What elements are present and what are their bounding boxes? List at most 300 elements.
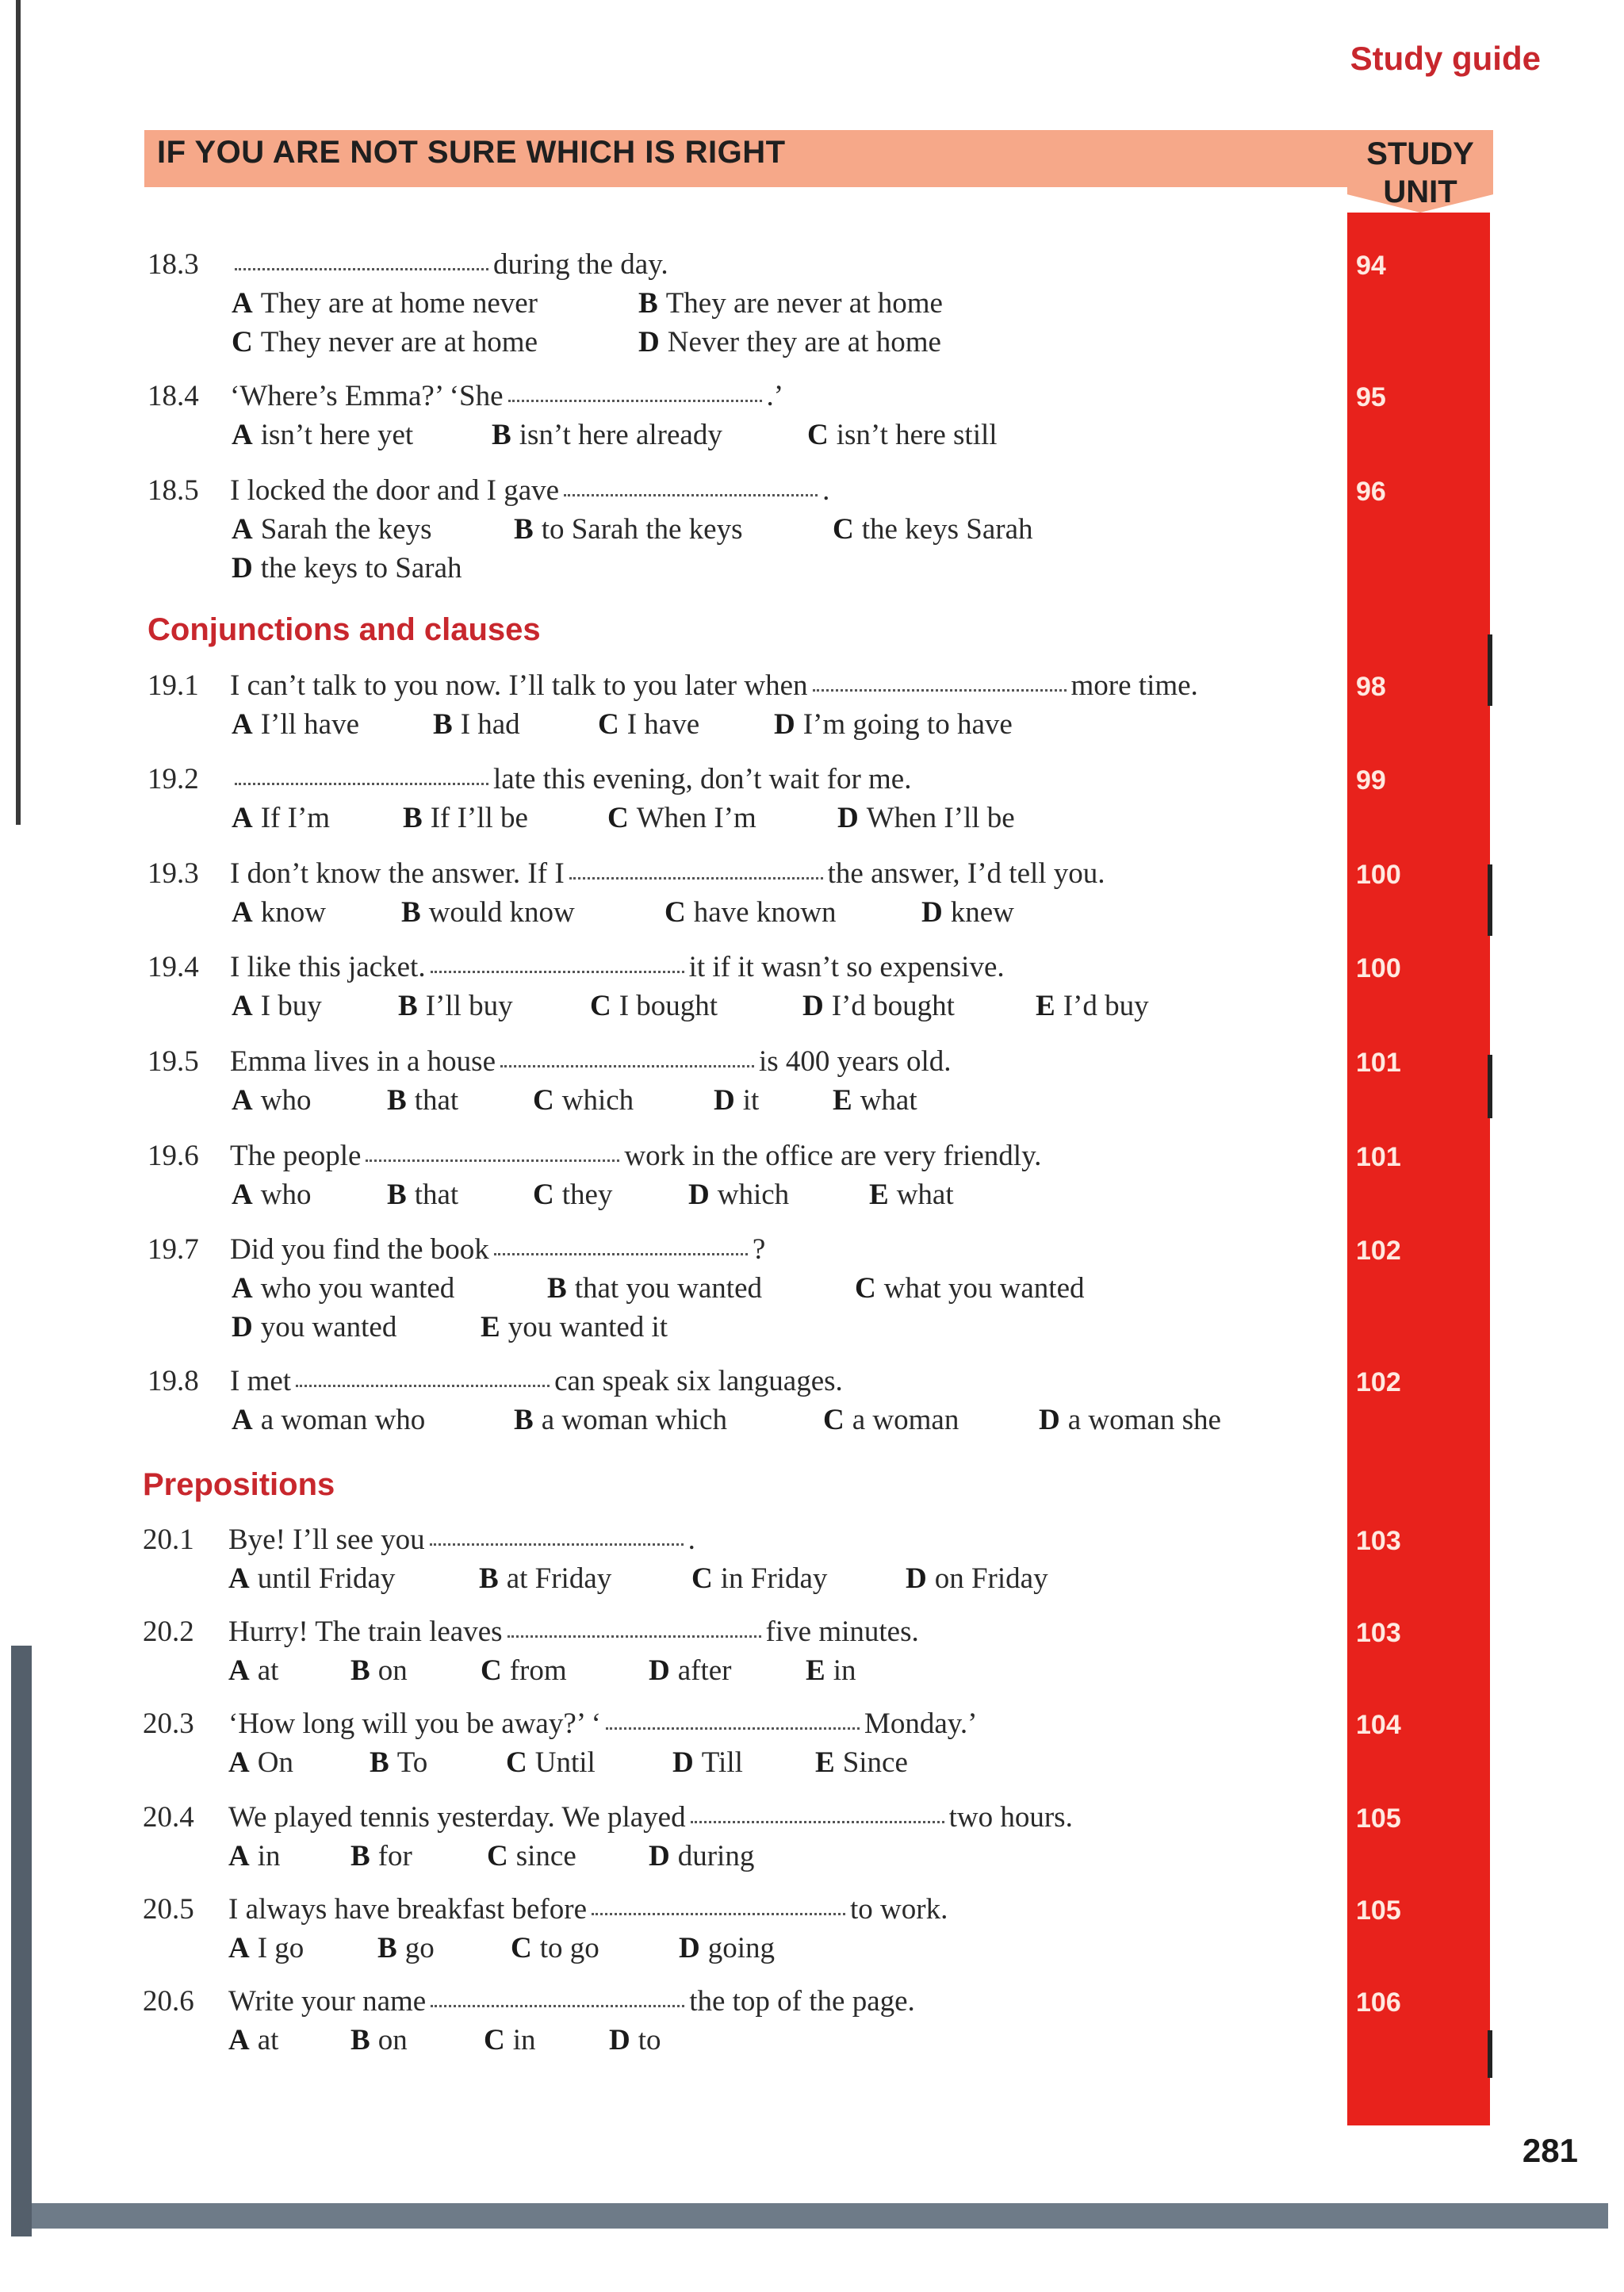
option-text: it bbox=[742, 1084, 760, 1117]
edge-mark bbox=[1488, 1055, 1492, 1118]
question-number: 20.2 bbox=[143, 1616, 194, 1648]
question-text-after: can speak six languages. bbox=[554, 1365, 843, 1397]
answer-option-b[interactable] bbox=[403, 801, 528, 835]
option-text: have known bbox=[693, 896, 837, 929]
option-text: a woman bbox=[852, 1404, 959, 1436]
question-text-after: the top of the page. bbox=[689, 1985, 915, 2018]
answer-option-c[interactable] bbox=[484, 2023, 536, 2057]
question-text-after: during the day. bbox=[493, 248, 668, 281]
option-letter: D bbox=[232, 552, 253, 584]
option-text: They never are at home bbox=[260, 326, 538, 358]
edge-mark bbox=[1488, 2030, 1492, 2078]
answer-option-d[interactable] bbox=[921, 895, 1014, 929]
option-text: at bbox=[257, 2024, 279, 2056]
option-letter: C bbox=[481, 1654, 502, 1687]
question-text bbox=[228, 1615, 919, 1649]
answer-option-b[interactable] bbox=[370, 1746, 427, 1780]
option-text: in bbox=[512, 2024, 536, 2056]
option-text: to bbox=[638, 2024, 661, 2056]
answer-option-e[interactable] bbox=[815, 1746, 908, 1780]
answer-option-a[interactable] bbox=[228, 2023, 278, 2057]
option-letter: C bbox=[598, 708, 619, 741]
option-letter: C bbox=[487, 1840, 508, 1872]
answer-blank[interactable] bbox=[235, 266, 488, 270]
question-text bbox=[230, 669, 1198, 703]
option-letter: C bbox=[823, 1404, 845, 1436]
question-text-before: Hurry! The train leaves bbox=[228, 1616, 503, 1648]
option-letter: D bbox=[679, 1932, 700, 1964]
answer-option-c[interactable] bbox=[481, 1654, 567, 1688]
option-text: On bbox=[257, 1746, 293, 1779]
option-letter: D bbox=[638, 326, 660, 358]
option-text: I had bbox=[460, 708, 520, 741]
answer-option-c[interactable] bbox=[590, 989, 718, 1023]
answer-option-b[interactable] bbox=[433, 707, 520, 742]
option-letter: A bbox=[232, 708, 253, 741]
question-text-after: Monday.’ bbox=[864, 1708, 978, 1740]
section-conjunctions: Conjunctions and clauses bbox=[147, 612, 541, 647]
answer-option-d[interactable] bbox=[649, 1839, 754, 1873]
option-letter: A bbox=[232, 1179, 253, 1211]
option-letter: D bbox=[688, 1179, 710, 1211]
question-number: 19.7 bbox=[147, 1233, 199, 1266]
answer-option-c[interactable] bbox=[833, 512, 1033, 546]
question-number: 20.3 bbox=[143, 1708, 194, 1740]
option-letter: C bbox=[484, 2024, 505, 2056]
option-text: at bbox=[257, 1654, 279, 1687]
answer-option-a[interactable] bbox=[232, 1178, 311, 1212]
answer-option-d[interactable] bbox=[232, 1310, 396, 1344]
option-text: Since bbox=[842, 1746, 908, 1779]
option-text: to Sarah the keys bbox=[541, 513, 743, 546]
study-unit-number: 105 bbox=[1356, 1803, 1401, 1834]
option-letter: D bbox=[906, 1562, 927, 1595]
option-letter: D bbox=[672, 1746, 694, 1779]
question-text-before: I met bbox=[230, 1365, 292, 1397]
option-text: Never they are at home bbox=[667, 326, 941, 358]
question-number: 19.5 bbox=[147, 1045, 199, 1078]
option-text: you wanted bbox=[260, 1311, 397, 1343]
option-letter: C bbox=[232, 326, 253, 358]
answer-option-b[interactable] bbox=[638, 286, 943, 320]
option-text: on bbox=[377, 2024, 408, 2056]
question-number: 18.5 bbox=[147, 474, 199, 507]
question-number: 19.3 bbox=[147, 857, 199, 890]
answer-blank[interactable] bbox=[592, 1911, 845, 1915]
option-text: to go bbox=[539, 1932, 599, 1964]
option-text: the keys Sarah bbox=[861, 513, 1033, 546]
option-text: They are never at home bbox=[665, 287, 943, 320]
answer-option-c[interactable] bbox=[232, 325, 538, 359]
question-text-before: I can’t talk to you now. I’ll talk to you later when bbox=[230, 669, 808, 702]
answer-option-b[interactable] bbox=[514, 1403, 727, 1437]
question-text-before: ‘How long will you be away?’ ‘ bbox=[228, 1708, 601, 1740]
answer-option-a[interactable] bbox=[228, 1839, 281, 1873]
question-text-before: Did you find the book bbox=[230, 1233, 489, 1266]
option-letter: A bbox=[232, 1084, 253, 1117]
option-letter: B bbox=[377, 1932, 397, 1964]
answer-option-a[interactable] bbox=[232, 989, 322, 1023]
question-text-after: .’ bbox=[766, 380, 784, 412]
answer-option-a[interactable] bbox=[232, 801, 330, 835]
option-letter: D bbox=[609, 2024, 630, 2056]
option-text: on Friday bbox=[934, 1562, 1048, 1595]
option-text: would know bbox=[428, 896, 575, 929]
answer-option-c[interactable] bbox=[807, 418, 998, 452]
answer-option-e[interactable] bbox=[806, 1654, 856, 1688]
answer-option-b[interactable] bbox=[350, 1839, 412, 1873]
option-text: in bbox=[257, 1840, 281, 1872]
page-number: 281 bbox=[1522, 2132, 1578, 2169]
option-letter: A bbox=[232, 1404, 253, 1436]
answer-option-b[interactable] bbox=[547, 1271, 762, 1305]
option-letter: E bbox=[481, 1311, 500, 1343]
question-text-after: . bbox=[822, 474, 830, 507]
answer-option-a[interactable] bbox=[228, 1746, 293, 1780]
answer-blank[interactable] bbox=[500, 1064, 754, 1067]
option-letter: D bbox=[649, 1840, 670, 1872]
edge-mark bbox=[1488, 864, 1492, 936]
option-letter: A bbox=[228, 1932, 250, 1964]
option-letter: D bbox=[774, 708, 795, 741]
option-letter: A bbox=[232, 513, 253, 546]
study-unit-number: 95 bbox=[1356, 382, 1386, 412]
answer-option-c[interactable] bbox=[691, 1562, 827, 1596]
option-text: isn’t here still bbox=[836, 419, 998, 451]
question-text-before: I always have breakfast before bbox=[228, 1893, 587, 1926]
answer-option-e[interactable] bbox=[481, 1310, 668, 1344]
answer-option-d[interactable] bbox=[232, 551, 462, 585]
answer-option-a[interactable] bbox=[232, 286, 538, 320]
answer-option-d[interactable] bbox=[679, 1931, 775, 1965]
study-unit-number: 105 bbox=[1356, 1895, 1401, 1926]
option-letter: C bbox=[533, 1179, 554, 1211]
answer-option-b[interactable] bbox=[387, 1083, 458, 1117]
question-text-after: two hours. bbox=[948, 1801, 1073, 1834]
question-text-before: Bye! I’ll see you bbox=[228, 1524, 425, 1556]
question-text-before: The people bbox=[230, 1140, 362, 1172]
option-text: who you wanted bbox=[260, 1272, 455, 1305]
option-text: I’d buy bbox=[1063, 990, 1149, 1022]
option-letter: B bbox=[479, 1562, 499, 1595]
question-text-after: is 400 years old. bbox=[759, 1045, 952, 1078]
question-number: 19.8 bbox=[147, 1365, 199, 1397]
answer-option-a[interactable] bbox=[232, 1083, 311, 1117]
option-letter: A bbox=[232, 419, 253, 451]
option-text: during bbox=[677, 1840, 755, 1872]
question-number: 19.2 bbox=[147, 763, 199, 795]
edge-mark bbox=[1488, 634, 1492, 706]
answer-option-a[interactable] bbox=[232, 707, 359, 742]
option-letter: D bbox=[1039, 1404, 1060, 1436]
option-text: in bbox=[833, 1654, 856, 1687]
option-letter: B bbox=[433, 708, 453, 741]
option-letter: D bbox=[921, 896, 943, 929]
study-unit-number: 101 bbox=[1356, 1048, 1401, 1078]
option-letter: B bbox=[387, 1179, 407, 1211]
question-text bbox=[230, 247, 668, 282]
answer-option-c[interactable] bbox=[511, 1931, 599, 1965]
answer-option-d[interactable] bbox=[688, 1178, 789, 1212]
question-text bbox=[228, 1892, 948, 1926]
option-text: isn’t here already bbox=[519, 419, 722, 451]
answer-option-a[interactable] bbox=[232, 895, 326, 929]
option-letter: A bbox=[232, 802, 253, 834]
section-prepositions: Prepositions bbox=[143, 1467, 335, 1502]
answer-option-c[interactable] bbox=[665, 895, 837, 929]
page-edge-bottom bbox=[32, 2203, 1608, 2229]
option-letter: C bbox=[511, 1932, 532, 1964]
answer-blank[interactable] bbox=[430, 1542, 684, 1546]
option-text: a woman which bbox=[541, 1404, 727, 1436]
question-text bbox=[230, 857, 1105, 891]
option-letter: C bbox=[590, 990, 611, 1022]
answer-option-b[interactable] bbox=[350, 2023, 408, 2057]
answer-option-a[interactable] bbox=[232, 512, 432, 546]
option-text: To bbox=[396, 1746, 428, 1779]
option-text: after bbox=[677, 1654, 732, 1687]
option-text: what bbox=[896, 1179, 954, 1211]
option-text: I’ll buy bbox=[425, 990, 513, 1022]
question-text-after: ? bbox=[752, 1233, 766, 1266]
answer-option-b[interactable] bbox=[492, 418, 722, 452]
option-text: since bbox=[515, 1840, 576, 1872]
page-edge-left bbox=[16, 0, 21, 825]
answer-option-e[interactable] bbox=[869, 1178, 954, 1212]
answer-blank[interactable] bbox=[813, 688, 1067, 692]
answer-option-d[interactable] bbox=[714, 1083, 759, 1117]
answer-option-c[interactable] bbox=[607, 801, 756, 835]
option-letter: A bbox=[232, 896, 253, 929]
option-text: a woman she bbox=[1067, 1404, 1221, 1436]
answer-option-b[interactable] bbox=[377, 1931, 435, 1965]
answer-blank[interactable] bbox=[691, 1819, 944, 1823]
option-letter: E bbox=[1036, 990, 1055, 1022]
answer-option-d[interactable] bbox=[906, 1562, 1048, 1596]
question-text-after: work in the office are very friendly. bbox=[624, 1140, 1042, 1172]
answer-blank[interactable] bbox=[606, 1726, 860, 1730]
option-letter: D bbox=[837, 802, 859, 834]
question-text bbox=[230, 762, 911, 796]
option-letter: B bbox=[370, 1746, 389, 1779]
option-text: from bbox=[509, 1654, 567, 1687]
question-text bbox=[228, 1800, 1073, 1834]
option-letter: B bbox=[492, 419, 511, 451]
question-text-after: to work. bbox=[850, 1893, 948, 1926]
answer-option-c[interactable] bbox=[598, 707, 699, 742]
question-number: 18.3 bbox=[147, 248, 199, 281]
option-text: I go bbox=[257, 1932, 304, 1964]
answer-option-a[interactable] bbox=[232, 1271, 454, 1305]
question-text-before: We played tennis yesterday. We played bbox=[228, 1801, 686, 1834]
option-letter: B bbox=[403, 802, 423, 834]
option-letter: C bbox=[607, 802, 629, 834]
option-letter: A bbox=[232, 1272, 253, 1305]
study-label-line2: UNIT bbox=[1383, 174, 1457, 209]
question-text-after: the answer, I’d tell you. bbox=[827, 857, 1105, 890]
option-letter: E bbox=[806, 1654, 825, 1687]
option-text: which bbox=[717, 1179, 790, 1211]
study-unit-number: 102 bbox=[1356, 1367, 1401, 1397]
option-text: that you wanted bbox=[574, 1272, 763, 1305]
study-unit-number: 106 bbox=[1356, 1987, 1401, 2018]
option-text: Until bbox=[534, 1746, 596, 1779]
question-text bbox=[230, 379, 783, 413]
question-text-before: Emma lives in a house bbox=[230, 1045, 496, 1078]
option-text: at Friday bbox=[506, 1562, 612, 1595]
option-text: you wanted it bbox=[508, 1311, 668, 1343]
option-letter: E bbox=[833, 1084, 852, 1117]
question-text bbox=[228, 1707, 977, 1741]
option-letter: C bbox=[691, 1562, 713, 1595]
option-letter: B bbox=[398, 990, 418, 1022]
answer-option-d[interactable] bbox=[774, 707, 1013, 742]
answer-blank[interactable] bbox=[569, 876, 823, 880]
option-text: they bbox=[561, 1179, 613, 1211]
question-text bbox=[230, 1044, 952, 1079]
option-text: I’m going to have bbox=[802, 708, 1013, 741]
study-unit-label bbox=[1347, 135, 1493, 211]
option-text: on bbox=[377, 1654, 408, 1687]
answer-option-b[interactable] bbox=[387, 1178, 458, 1212]
option-text: until Friday bbox=[257, 1562, 396, 1595]
option-text: know bbox=[260, 896, 326, 929]
answer-blank[interactable] bbox=[366, 1158, 619, 1162]
study-unit-number: 94 bbox=[1356, 251, 1386, 281]
option-letter: D bbox=[232, 1311, 253, 1343]
question-text-before: Write your name bbox=[228, 1985, 427, 2018]
question-text bbox=[230, 1139, 1041, 1173]
question-text-before: ‘Where’s Emma?’ ‘She bbox=[230, 380, 504, 412]
option-text: the keys to Sarah bbox=[260, 552, 462, 584]
study-unit-number: 96 bbox=[1356, 477, 1386, 507]
option-letter: B bbox=[350, 1654, 370, 1687]
header-title: IF YOU ARE NOT SURE WHICH IS RIGHT bbox=[157, 135, 786, 170]
answer-blank[interactable] bbox=[296, 1383, 550, 1387]
answer-blank[interactable] bbox=[508, 1634, 761, 1638]
option-text: When I’ll be bbox=[866, 802, 1015, 834]
answer-option-b[interactable] bbox=[514, 512, 742, 546]
option-text: I’d bought bbox=[831, 990, 955, 1022]
option-letter: A bbox=[228, 1840, 250, 1872]
question-number: 20.4 bbox=[143, 1801, 194, 1834]
question-text-after: more time. bbox=[1071, 669, 1198, 702]
answer-option-c[interactable] bbox=[855, 1271, 1085, 1305]
question-number: 18.4 bbox=[147, 380, 199, 412]
option-letter: D bbox=[802, 990, 824, 1022]
option-letter: B bbox=[514, 513, 534, 546]
option-letter: B bbox=[350, 1840, 370, 1872]
answer-option-a[interactable] bbox=[232, 418, 413, 452]
option-letter: C bbox=[855, 1272, 876, 1305]
answer-option-d[interactable] bbox=[609, 2023, 661, 2057]
answer-blank[interactable] bbox=[431, 2003, 684, 2007]
answer-option-a[interactable] bbox=[232, 1403, 425, 1437]
option-text: If I’ll be bbox=[430, 802, 528, 834]
option-text: isn’t here yet bbox=[260, 419, 414, 451]
answer-option-d[interactable] bbox=[638, 325, 941, 359]
answer-option-a[interactable] bbox=[228, 1654, 278, 1688]
answer-option-b[interactable] bbox=[350, 1654, 408, 1688]
option-text: what you wanted bbox=[883, 1272, 1085, 1305]
option-text: that bbox=[414, 1179, 459, 1211]
answer-option-a[interactable] bbox=[228, 1562, 395, 1596]
answer-option-c[interactable] bbox=[823, 1403, 959, 1437]
answer-option-b[interactable] bbox=[401, 895, 575, 929]
option-text: a woman who bbox=[260, 1404, 426, 1436]
question-text-before: I like this jacket. bbox=[230, 951, 426, 983]
answer-blank[interactable] bbox=[508, 398, 762, 402]
answer-blank[interactable] bbox=[235, 781, 488, 785]
option-text: Sarah the keys bbox=[260, 513, 432, 546]
answer-option-c[interactable] bbox=[506, 1746, 596, 1780]
question-number: 20.6 bbox=[143, 1985, 194, 2018]
answer-option-d[interactable] bbox=[672, 1746, 743, 1780]
answer-blank[interactable] bbox=[431, 969, 684, 973]
question-text bbox=[228, 1523, 695, 1557]
answer-option-c[interactable] bbox=[533, 1178, 612, 1212]
study-unit-number: 102 bbox=[1356, 1236, 1401, 1266]
question-number: 19.1 bbox=[147, 669, 199, 702]
answer-option-e[interactable] bbox=[1036, 989, 1149, 1023]
question-text bbox=[230, 950, 1005, 984]
option-letter: A bbox=[228, 1562, 250, 1595]
option-text: When I’m bbox=[636, 802, 756, 834]
option-letter: B bbox=[401, 896, 421, 929]
question-text bbox=[230, 473, 829, 508]
question-number: 19.6 bbox=[147, 1140, 199, 1172]
option-text: Till bbox=[701, 1746, 743, 1779]
answer-option-d[interactable] bbox=[649, 1654, 732, 1688]
option-text: I buy bbox=[260, 990, 322, 1022]
option-letter: A bbox=[228, 1654, 250, 1687]
option-text: They are at home never bbox=[260, 287, 538, 320]
question-text-after: late this evening, don’t wait for me. bbox=[493, 763, 912, 795]
answer-option-d[interactable] bbox=[1039, 1403, 1221, 1437]
answer-option-b[interactable] bbox=[479, 1562, 611, 1596]
study-unit-number: 103 bbox=[1356, 1618, 1401, 1648]
answer-option-d[interactable] bbox=[837, 801, 1015, 835]
question-text bbox=[228, 1984, 915, 2018]
answer-option-c[interactable] bbox=[487, 1839, 576, 1873]
study-unit-number: 101 bbox=[1356, 1142, 1401, 1172]
question-text-after: five minutes. bbox=[765, 1616, 919, 1648]
answer-option-d[interactable] bbox=[802, 989, 955, 1023]
answer-option-b[interactable] bbox=[398, 989, 513, 1023]
answer-option-a[interactable] bbox=[228, 1931, 304, 1965]
study-unit-number: 98 bbox=[1356, 672, 1386, 702]
question-text bbox=[230, 1364, 843, 1398]
option-letter: A bbox=[232, 990, 253, 1022]
question-text-before: I locked the door and I gave bbox=[230, 474, 560, 507]
option-letter: C bbox=[833, 513, 854, 546]
question-text-after: . bbox=[688, 1524, 695, 1556]
option-letter: A bbox=[228, 2024, 250, 2056]
option-text: If I’m bbox=[260, 802, 331, 834]
option-text: I bought bbox=[619, 990, 718, 1022]
answer-option-e[interactable] bbox=[833, 1083, 917, 1117]
study-unit-number: 103 bbox=[1356, 1526, 1401, 1556]
answer-blank[interactable] bbox=[494, 1251, 748, 1255]
study-unit-number: 100 bbox=[1356, 860, 1401, 890]
answer-option-c[interactable] bbox=[533, 1083, 634, 1117]
option-text: which bbox=[561, 1084, 634, 1117]
option-letter: A bbox=[232, 287, 253, 320]
option-text: who bbox=[260, 1179, 312, 1211]
answer-blank[interactable] bbox=[564, 493, 818, 496]
option-letter: A bbox=[228, 1746, 250, 1779]
option-text: for bbox=[377, 1840, 412, 1872]
